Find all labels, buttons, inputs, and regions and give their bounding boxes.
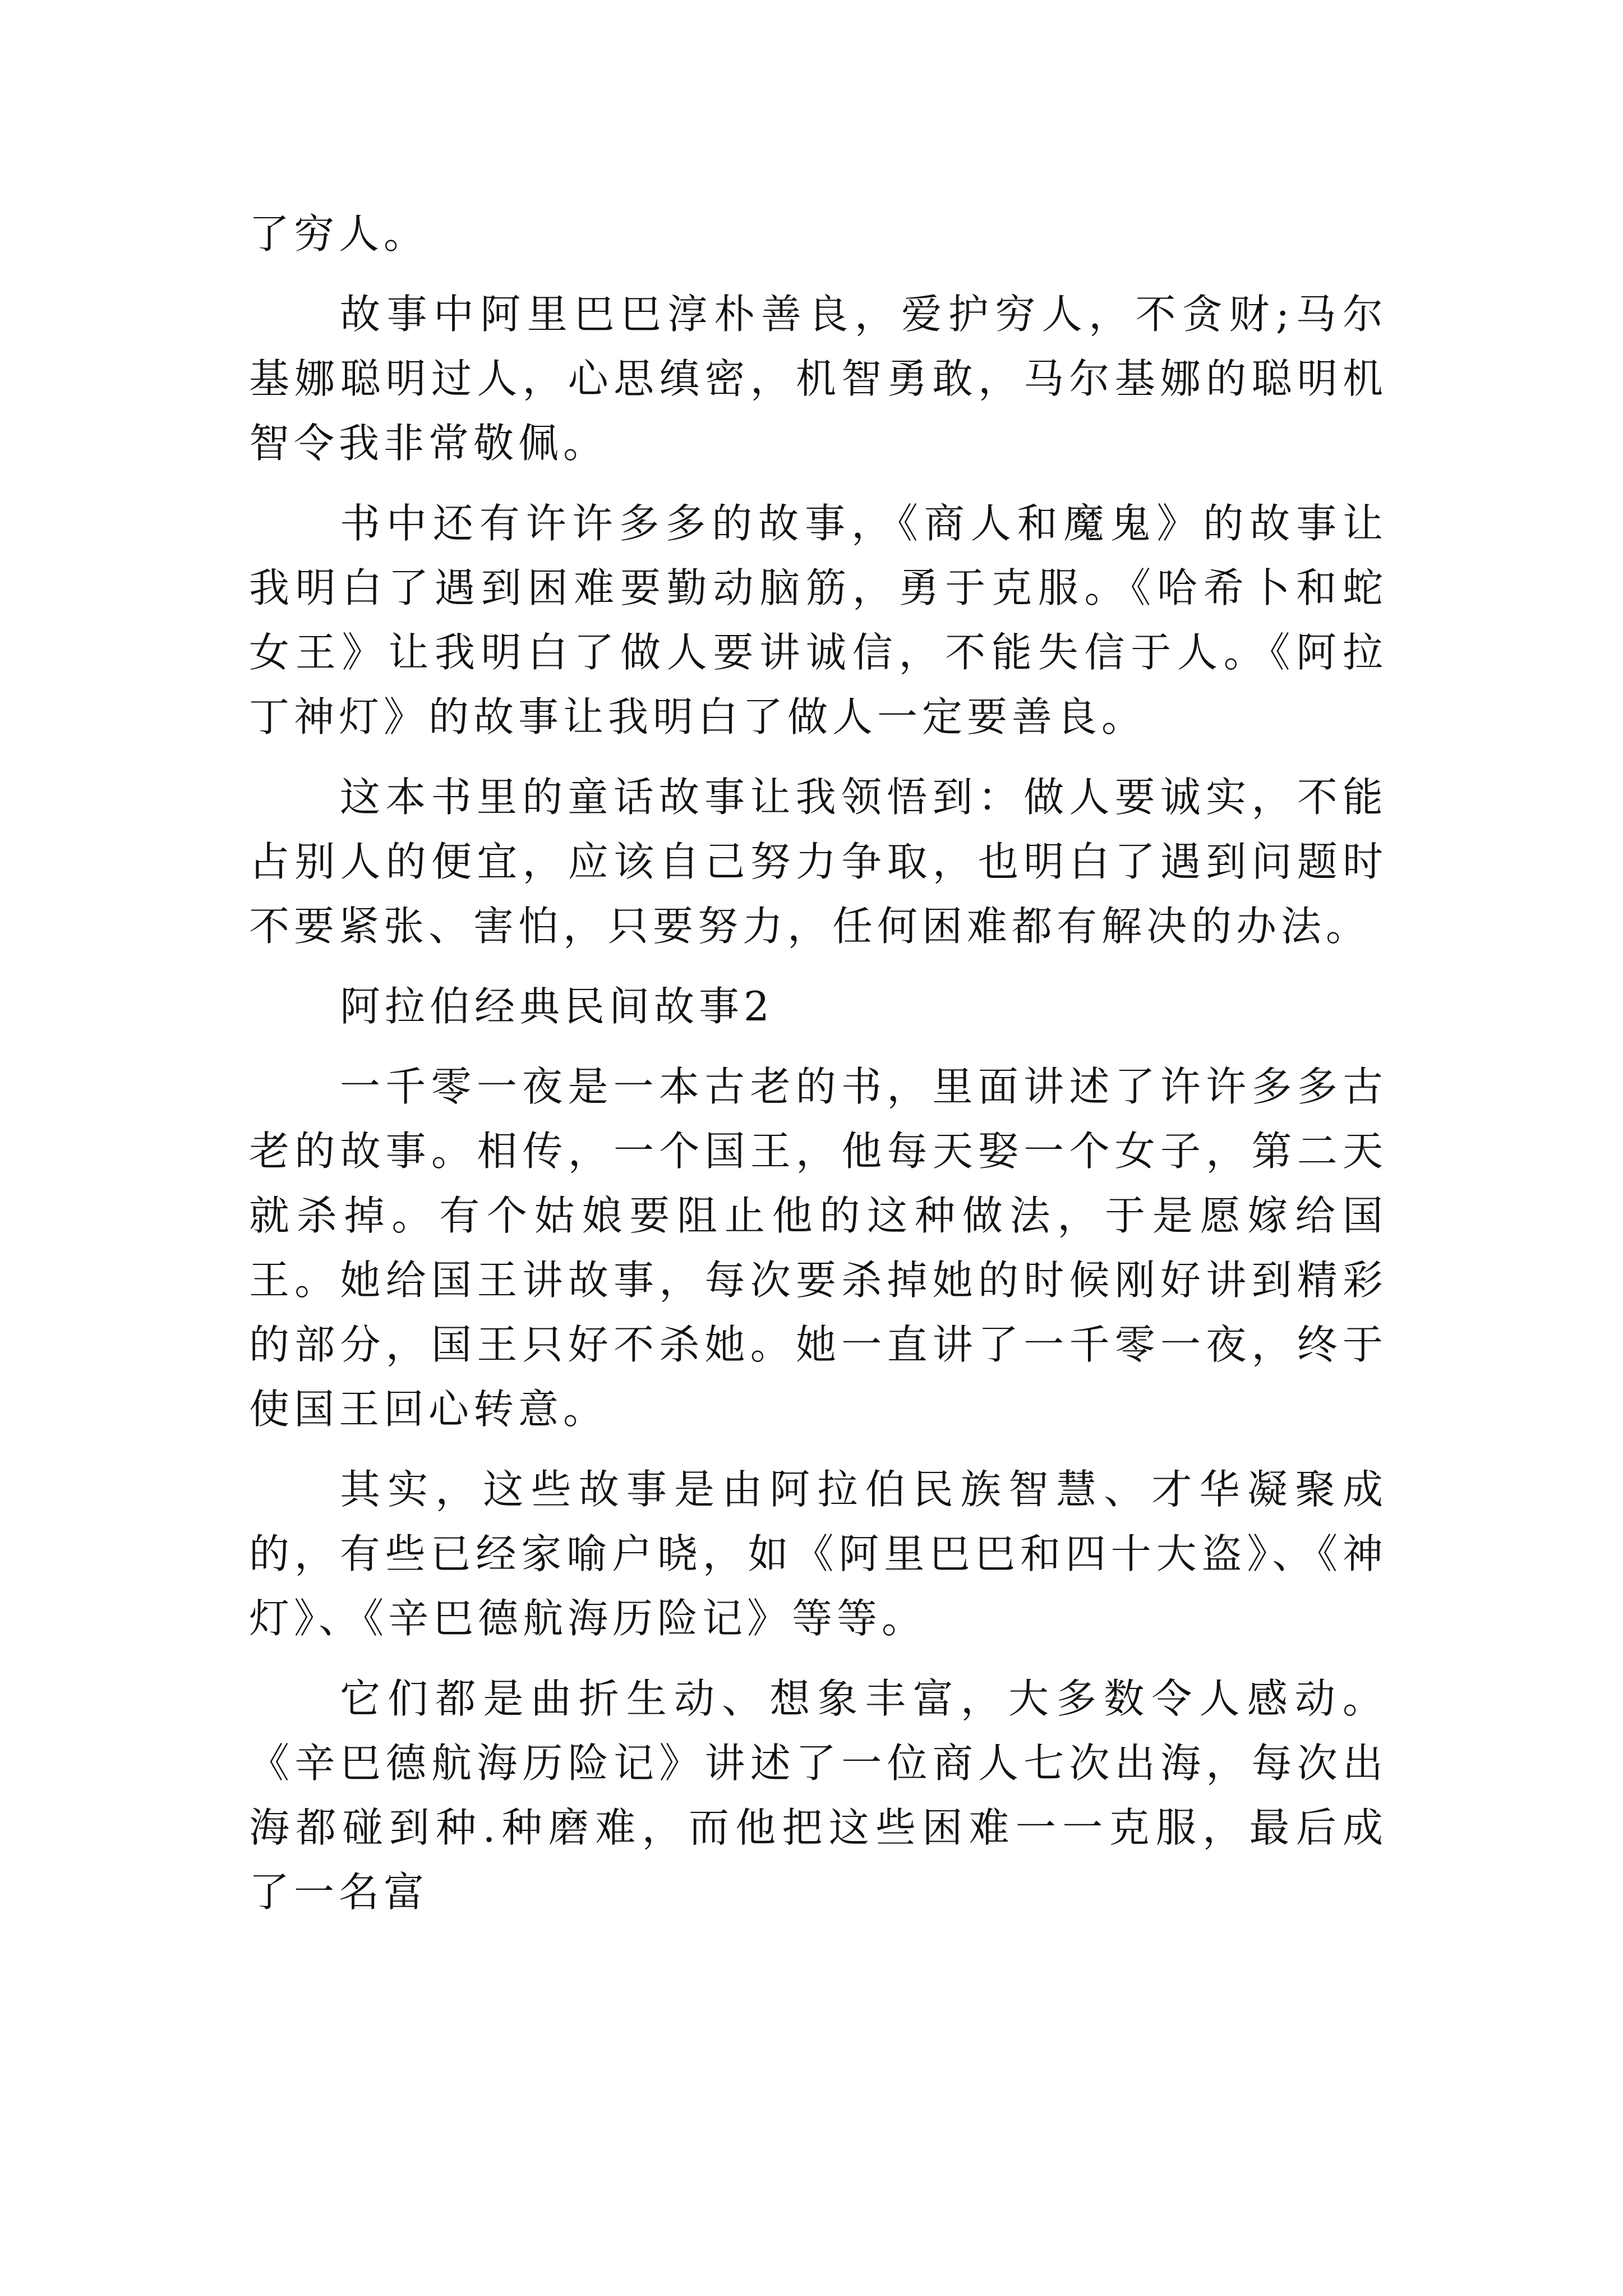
paragraph-continuation: 了穷人。 bbox=[249, 210, 429, 257]
section-heading: 阿拉伯经典民间故事2 bbox=[340, 983, 774, 1030]
paragraph-lessons: 这本书里的童话故事让我领悟到：做人要诚实，不能占别人的便宜，应该自己努力争取，也明白了遇到问题时不要紧张、害怕，只要努力，任何困难都有解决的办法。 bbox=[249, 774, 1387, 950]
paragraph-alibaba-virtues: 故事中阿里巴巴淳朴善良，爱护穷人，不贪财;马尔基娜聪明过人，心思缜密，机智勇敢，马尔基娜的聪明机智令我非常敬佩。 bbox=[249, 291, 1387, 467]
paragraph-thousand-nights: 一千零一夜是一本古老的书，里面讲述了许许多多古老的故事。相传，一个国王，他每天娶一个女子，第二天就杀掉。有个姑娘要阻止他的这种做法，于是愿嫁给国王。她给国王讲故事，每次要杀掉她的时候刚好讲到精彩的部分，国王只好不杀她。她一直讲了一千零一夜，终于使国王回心转意。 bbox=[249, 1063, 1387, 1433]
paragraph-sinbad: 它们都是曲折生动、想象丰富，大多数令人感动。《辛巴德航海历险记》讲述了一位商人七次出海，每次出海都碰到种.种磨难，而他把这些困难一一克服，最后成了一名富 bbox=[249, 1675, 1387, 1916]
paragraph-other-stories: 书中还有许许多多的故事，《商人和魔鬼》的故事让我明白了遇到困难要勤动脑筋，勇于克服。《哈希卜和蛇女王》让我明白了做人要讲诚信，不能失信于人。《阿拉丁神灯》的故事让我明白了做人一定要善良。 bbox=[249, 500, 1387, 740]
paragraph-arab-wisdom: 其实，这些故事是由阿拉伯民族智慧、才华凝聚成的，有些已经家喻户晓，如《阿里巴巴和四十大盗》、《神灯》、《辛巴德航海历险记》等等。 bbox=[249, 1466, 1387, 1642]
document-body bbox=[249, 202, 1387, 1940]
